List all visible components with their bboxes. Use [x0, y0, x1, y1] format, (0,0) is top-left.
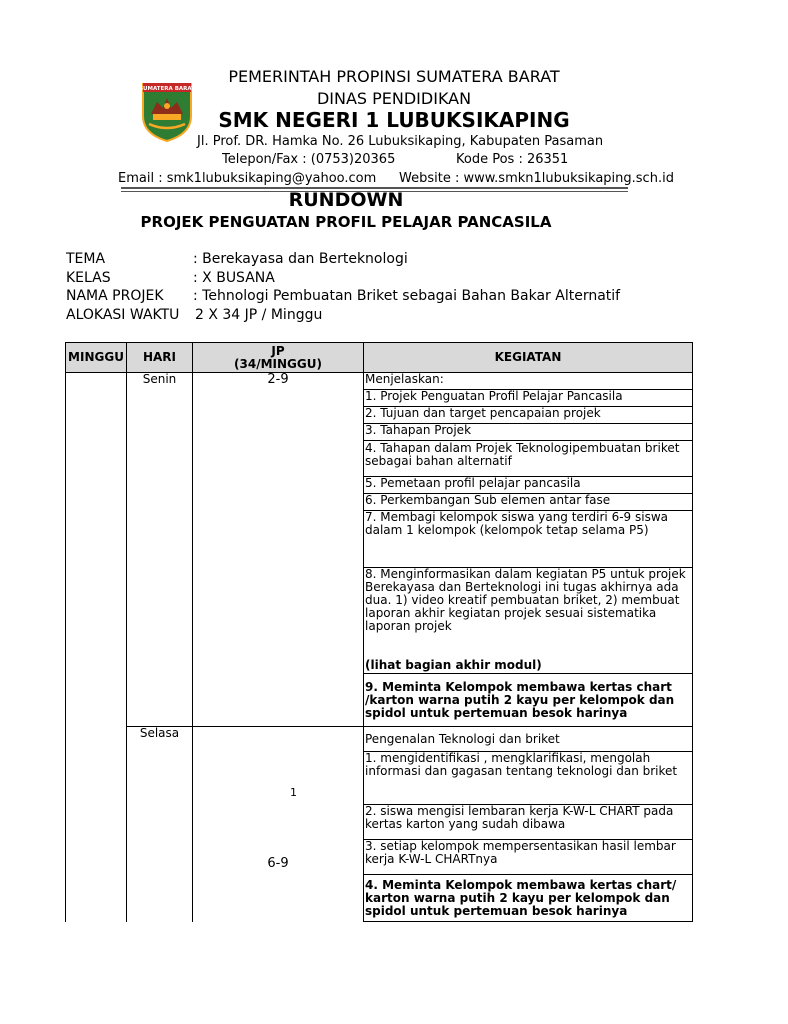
header-jp	[193, 343, 364, 373]
alokasi-value: 2 X 34 JP / Minggu	[195, 307, 323, 323]
kelas-value: : X BUSANA	[193, 270, 275, 286]
list-item: Pengenalan Teknologi dan briket	[364, 727, 693, 752]
header-minggu: MINGGU	[66, 343, 127, 373]
header-phone: Telepon/Fax : (0753)20365	[222, 152, 396, 167]
list-item: 5. Pemetaan profil pelajar pancasila	[364, 477, 693, 494]
list-item: 1. Projek Penguatan Profil Pelajar Pancasila	[364, 390, 693, 407]
list-item: 1. mengidentifikasi , mengklarifikasi, mengolah informasi dan gagasan tentang teknologi dan briket	[364, 752, 693, 805]
header-kegiatan: KEGIATAN	[364, 343, 693, 373]
list-item: 4. Tahapan dalam Projek Teknologipembuatan briket sebagai bahan alternatif	[364, 441, 693, 477]
list-item: 2. Tujuan dan target pencapaian projek	[364, 407, 693, 424]
header-postal-code: Kode Pos : 26351	[456, 152, 569, 167]
header-email: Email : smk1lubuksikaping@yahoo.com	[118, 171, 377, 186]
table-row	[66, 727, 693, 752]
header-department: DINAS PENDIDIKAN	[316, 89, 472, 108]
alokasi-label: ALOKASI WAKTU	[66, 307, 180, 323]
list-item: 8. Menginformasikan dalam kegiatan P5 untuk projek Berekayasa dan Berteknologi ini tugas akhirnya ada dua. 1) video kreatif pembuatan briket, 2) membuat laporan akhir kegiatan projek sesuai sistematika laporan projek	[364, 568, 693, 660]
list-item: 3. setiap kelompok mempersentasikan hasil lembar kerja K-W-L CHARTnya	[364, 840, 693, 875]
header-jp-line1: JP	[271, 343, 285, 358]
minggu-cell	[66, 373, 127, 922]
minggu-number: 1	[290, 786, 297, 799]
projek-value: : Tehnologi Pembuatan Briket sebagai Bahan Bakar Alternatif	[193, 288, 621, 304]
list-item: 2. siswa mengisi lembaran kerja K-W-L CHART pada kertas karton yang sudah dibawa	[364, 805, 693, 840]
header-government: PEMERINTAH PROPINSI SUMATERA BARAT	[228, 67, 560, 86]
list-item: 4. Meminta Kelompok membawa kertas chart/ karton warna putih 2 kayu per kelompok dan spidol untuk pertemuan besok harinya	[364, 875, 693, 922]
header-address: Jl. Prof. DR. Hamka No. 26 Lubuksikaping, Kabupaten Pasaman	[197, 134, 604, 149]
rundown-table	[65, 342, 693, 922]
list-item: 3. Tahapan Projek	[364, 424, 693, 441]
jp-selasa: 6-9	[193, 727, 364, 922]
header-hari: HARI	[127, 343, 193, 373]
header-website: Website : www.smkn1lubuksikaping.sch.id	[399, 171, 674, 186]
table-row	[66, 373, 693, 390]
list-item: Menjelaskan:	[364, 373, 693, 390]
hari-selasa: Selasa	[127, 727, 193, 922]
document-title: RUNDOWN	[288, 189, 404, 211]
hari-senin: Senin	[127, 373, 193, 727]
list-item: 7. Membagi kelompok siswa yang terdiri 6-9 siswa dalam 1 kelompok (kelompok tetap selama P5)	[364, 511, 693, 568]
table-header-row	[66, 343, 693, 373]
jp-senin: 2-9	[193, 373, 364, 727]
projek-label: NAMA PROJEK	[66, 288, 164, 304]
header-school-name: SMK NEGERI 1 LUBUKSIKAPING	[218, 108, 570, 132]
svg-text:SUMATERA BARAT: SUMATERA BARAT	[139, 86, 195, 92]
document-subtitle: PROJEK PENGUATAN PROFIL PELAJAR PANCASILA	[140, 213, 552, 231]
tema-label: TEMA	[66, 251, 106, 267]
list-item: 6. Perkembangan Sub elemen antar fase	[364, 494, 693, 511]
header-jp-line2: (34/MINGGU)	[234, 356, 322, 371]
list-item: (lihat bagian akhir modul)	[364, 659, 693, 674]
tema-value: : Berekayasa dan Berteknologi	[193, 251, 408, 267]
list-item: 9. Meminta Kelompok membawa kertas chart /karton warna putih 2 kayu per kelompok dan spidol untuk pertemuan besok harinya	[364, 674, 693, 727]
kelas-label: KELAS	[66, 270, 111, 286]
